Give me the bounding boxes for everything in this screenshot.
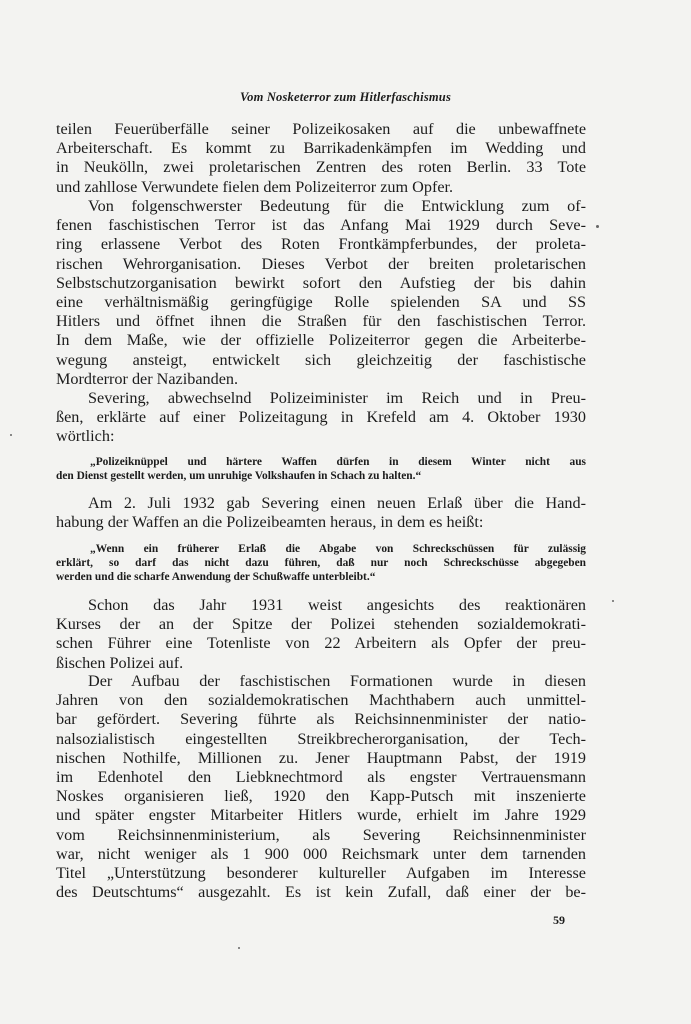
quote-line: erklärt, so darf das nicht dazu führen, daß nur noch Schreckschüsse abgegeben <box>56 557 586 570</box>
text-line: habung der Waffen an die Polizeibeamten heraus, in dem es heißt: <box>56 513 484 532</box>
text-line: teilen Feuerüberfälle seiner Polizeikosaken auf die unbewaffnete <box>56 120 586 138</box>
text-line: und zahllose Verwundete fielen dem Polizeiterror zum Opfer. <box>56 177 454 196</box>
paragraph <box>56 389 586 447</box>
paragraph <box>56 494 586 532</box>
running-head: Vom Nosketerror zum Hitlerfaschismus <box>239 90 452 104</box>
text-line: Mordterror der Nazibanden. <box>56 369 239 388</box>
text-line: Severing, abwechselnd Polizeiminister im Reich und in Preu- <box>88 389 586 407</box>
paragraph <box>56 596 586 673</box>
text-line: nalsozialistisch eingestellten Streikbrecherorganisation, der Tech- <box>56 729 586 748</box>
text-line: Hitlers und öffnet ihnen die Straßen für den faschistischen Terror. <box>56 312 586 331</box>
text-line: bar gefördert. Severing führte als Reichsinnenminister der natio- <box>56 710 586 729</box>
print-speck <box>596 225 599 228</box>
text-line: Arbeiterschaft. Es kommt zu Barrikadenkämpfen im Wedding und <box>56 139 586 158</box>
text-line: war, nicht weniger als 1 900 000 Reichsmark unter dem tarnenden <box>56 844 586 863</box>
text-line: Selbstschutzorganisation bewirkt sofort den Aufstieg der bis dahin <box>56 273 586 292</box>
text-line: ring erlassene Verbot des Roten Frontkämpferbundes, der proleta- <box>56 235 586 254</box>
text-line: Noskes organisieren ließ, 1920 den Kapp-Putsch mit inszenierte <box>56 787 586 806</box>
block-quote <box>56 542 586 585</box>
block-quote <box>56 455 586 483</box>
text-line: rischen Wehrorganisation. Dieses Verbot der breiten proletarischen <box>56 254 586 273</box>
text-line: Jahren von den sozialdemokratischen Machthabern auch unmittel- <box>56 691 586 710</box>
text-line: Kurses der an der Spitze der Polizei stehenden sozialdemokrati- <box>56 615 586 634</box>
text-line: in Neukölln, zwei proletarischen Zentren des roten Berlin. 33 Tote <box>56 158 586 177</box>
text-line: fenen faschistischen Terror ist das Anfang Mai 1929 durch Seve- <box>56 216 586 235</box>
text-line: Titel „Unterstützung besonderer kultureller Aufgaben im Interesse <box>56 863 586 882</box>
text-line: wegung ansteigt, entwickelt sich gleichzeitig der faschistische <box>56 350 586 369</box>
text-line: ßischen Polizei auf. <box>56 653 184 672</box>
text-line: wörtlich: <box>56 427 115 446</box>
text-line: im Edenhotel den Liebknechtmord als engster Vertrauensmann <box>56 767 586 786</box>
print-speck <box>612 600 614 602</box>
paragraph <box>56 672 586 902</box>
print-speck <box>238 947 240 949</box>
text-line: schen Führer eine Totenliste von 22 Arbeitern als Opfer der preu- <box>56 634 586 653</box>
text-line: Von folgenschwerster Bedeutung für die Entwicklung zum of- <box>88 197 586 215</box>
quote-line: werden und die scharfe Anwendung der Schußwaffe unterbleibt.“ <box>56 571 376 584</box>
print-speck <box>10 434 12 436</box>
text-line: ßen, erklärte auf einer Polizeitagung in Krefeld am 4. Oktober 1930 <box>56 408 586 427</box>
quote-line: „Wenn ein früherer Erlaß die Abgabe von Schreckschüssen für zulässig <box>90 543 586 555</box>
text-line: eine verhältnismäßig geringfügige Rolle spielenden SA und SS <box>56 292 586 311</box>
text-line: Am 2. Juli 1932 gab Severing einen neuen Erlaß über die Hand- <box>88 494 586 512</box>
quote-line: „Polizeiknüppel und härtere Waffen dürfen in diesem Winter nicht aus <box>90 456 586 468</box>
text-line: vom Reichsinnenministerium, als Severing Reichsinnenminister <box>56 825 586 844</box>
text-line: und später engster Mitarbeiter Hitlers wurde, erhielt im Jahre 1929 <box>56 806 586 825</box>
text-line: Schon das Jahr 1931 weist angesichts des reaktionären <box>88 596 586 614</box>
quote-line: den Dienst gestellt werden, um unruhige Volkshaufen in Schach zu halten.“ <box>56 470 422 483</box>
text-line: Der Aufbau der faschistischen Formationen wurde in diesen <box>88 672 586 690</box>
text-line: In dem Maße, wie der offizielle Polizeiterror gegen die Arbeiterbe- <box>56 331 586 350</box>
text-line: des Deutschtums“ ausgezahlt. Es ist kein Zufall, daß einer der be- <box>56 883 586 902</box>
paragraph <box>56 197 586 389</box>
text-line: nischen Nothilfe, Millionen zu. Jener Hauptmann Pabst, der 1919 <box>56 748 586 767</box>
paragraph <box>56 120 586 197</box>
page-number: 59 <box>553 913 565 927</box>
